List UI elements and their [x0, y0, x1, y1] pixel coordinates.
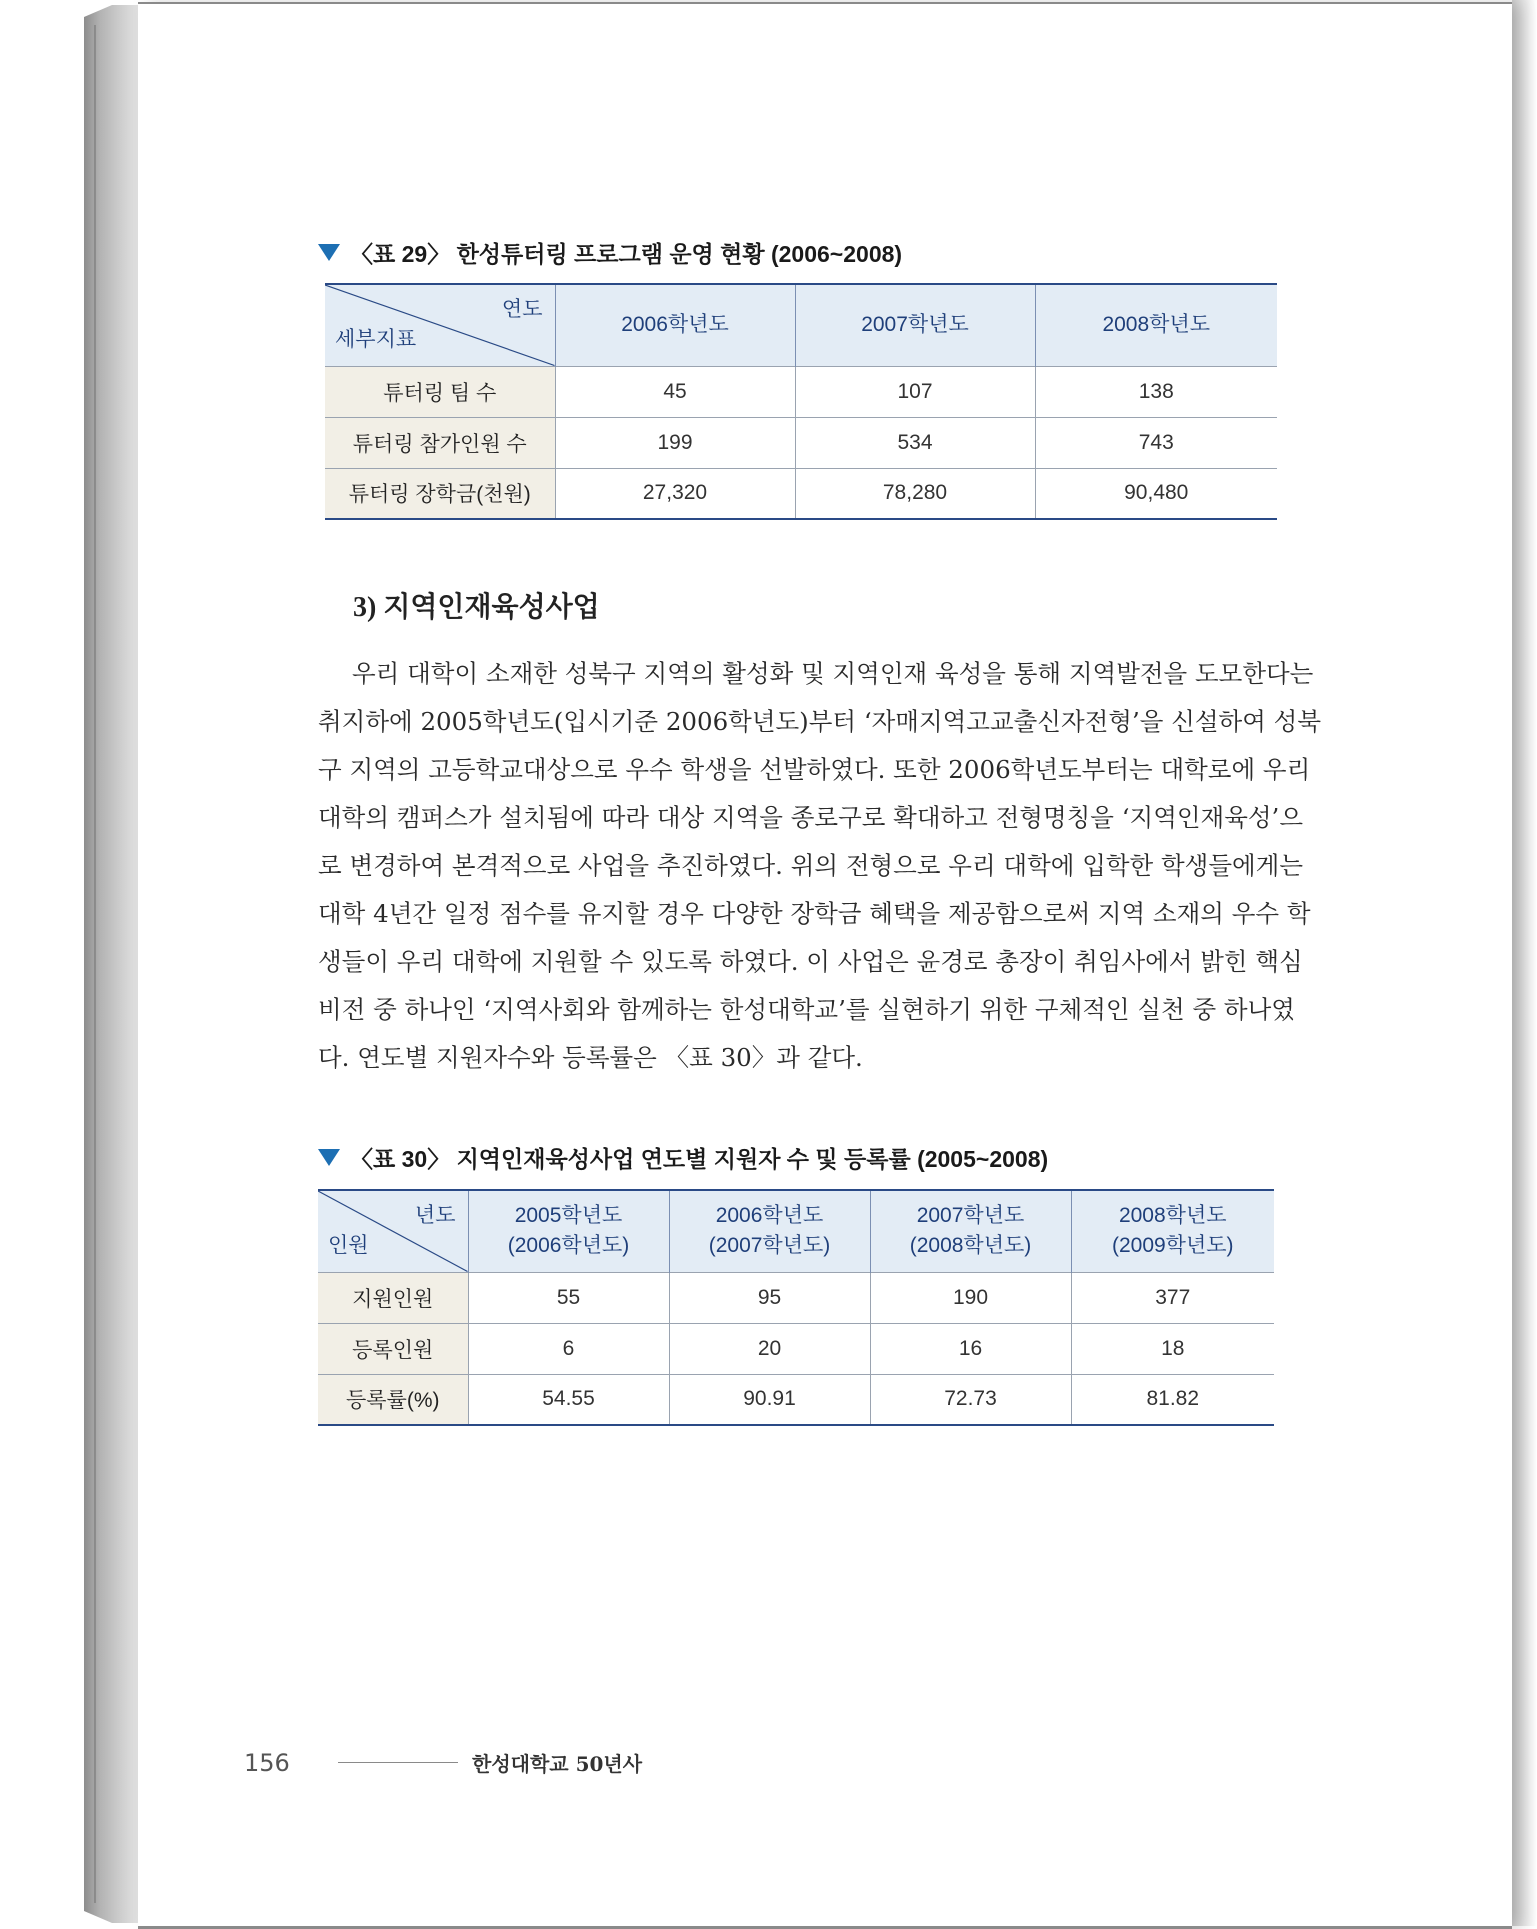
table-cell: 54.55: [468, 1374, 669, 1425]
table-30-corner-cell: [318, 1190, 468, 1272]
triangle-down-icon: [318, 244, 340, 261]
page-number: 156: [244, 1748, 290, 1777]
col-header-line1: 2008학년도: [1118, 1203, 1227, 1227]
body-line: 취지하에 2005학년도(입시기준 2006학년도)부터 ‘자매지역고교출신자전형’을 신설하여 성북: [318, 707, 1322, 736]
table-30-corner-bottom: 인원: [328, 1234, 369, 1258]
table-30-col-header: [468, 1190, 669, 1272]
table-cell: 81.82: [1071, 1374, 1274, 1425]
table-29-header-row: [325, 284, 1277, 366]
table-29-corner-top: 연도: [501, 298, 543, 321]
page-footer: [244, 1748, 642, 1777]
table-cell: 743: [1035, 417, 1277, 468]
col-header-line1: 2006학년도: [715, 1203, 824, 1227]
body-line: 생들이 우리 대학에 지원할 수 있도록 하였다. 이 사업은 윤경로 총장이 취임사에서 밝힌 핵심: [318, 947, 1303, 976]
table-cell: 78,280: [795, 468, 1035, 519]
table-cell: 199: [555, 417, 795, 468]
table-29-col-header: 2006학년도: [555, 284, 795, 366]
table-30-col-header: [1071, 1190, 1274, 1272]
row-label: 튜터링 팀 수: [325, 366, 555, 417]
col-header-line2: (2009학년도): [1111, 1234, 1234, 1258]
table-29-col-header: 2008학년도: [1035, 284, 1277, 366]
table-row: [318, 1374, 1274, 1425]
row-label: 등록률(%): [318, 1374, 468, 1425]
table-30-corner-top: 년도: [414, 1204, 456, 1227]
table-row: [318, 1272, 1274, 1323]
body-line: 다. 연도별 지원자수와 등록률은 〈표 30〉과 같다.: [318, 1043, 863, 1072]
body-line: 대학의 캠퍼스가 설치됨에 따라 대상 지역을 종로구로 확대하고 전형명칭을 ‘지역인재육성’으: [318, 803, 1304, 832]
table-cell: 6: [468, 1323, 669, 1374]
book-title: 한성대학교 50년사: [472, 1752, 643, 1776]
body-line: 우리 대학이 소재한 성북구 지역의 활성화 및 지역인재 육성을 통해 지역발전을 도모한다는: [352, 659, 1314, 688]
table-row: [325, 366, 1277, 417]
table-cell: 20: [669, 1323, 870, 1374]
col-header-line1: 2005학년도: [514, 1203, 623, 1227]
body-line: 로 변경하여 본격적으로 사업을 추진하였다. 위의 전형으로 우리 대학에 입학한 학생들에게는: [318, 851, 1304, 880]
table-30-header-row: [318, 1190, 1274, 1272]
table-cell: 377: [1071, 1272, 1274, 1323]
body-line: 비전 중 하나인 ‘지역사회와 함께하는 한성대학교’를 실현하기 위한 구체적인 실천 중 하나였: [318, 995, 1295, 1024]
table-cell: 18: [1071, 1323, 1274, 1374]
table-row: [325, 468, 1277, 519]
table-row: [318, 1323, 1274, 1374]
table-29-caption: [318, 236, 902, 269]
table-cell: 107: [795, 366, 1035, 417]
table-cell: 138: [1035, 366, 1277, 417]
body-line: 대학 4년간 일정 점수를 유지할 경우 다양한 장학금 혜택을 제공함으로써 지역 소재의 우수 학: [318, 899, 1311, 928]
table-cell: 90.91: [669, 1374, 870, 1425]
table-row: [325, 417, 1277, 468]
table-cell: 534: [795, 417, 1035, 468]
table-cell: 95: [669, 1272, 870, 1323]
table-29-corner-cell: [325, 284, 555, 366]
body-paragraph: [318, 650, 1322, 1082]
table-30-caption: [318, 1141, 1048, 1174]
table-cell: 27,320: [555, 468, 795, 519]
table-30: [318, 1189, 1274, 1426]
row-label: 튜터링 참가인원 수: [325, 417, 555, 468]
table-30-col-header: [870, 1190, 1071, 1272]
footer-divider: [338, 1762, 458, 1763]
table-29-caption-text: 〈표 29〉 한성튜터링 프로그램 운영 현황 (2006~2008): [350, 241, 903, 267]
triangle-down-icon: [318, 1149, 340, 1166]
row-label: 지원인원: [318, 1272, 468, 1323]
col-header-line2: (2006학년도): [507, 1234, 630, 1258]
section-heading: 3) 지역인재육성사업: [353, 592, 600, 623]
table-cell: 16: [870, 1323, 1071, 1374]
row-label: 튜터링 장학금(천원): [325, 468, 555, 519]
table-cell: 45: [555, 366, 795, 417]
table-29-corner-bottom: 세부지표: [335, 328, 417, 352]
page-shadow: [1512, 0, 1537, 1926]
table-30-col-header: [669, 1190, 870, 1272]
table-cell: 55: [468, 1272, 669, 1323]
col-header-line1: 2007학년도: [916, 1203, 1025, 1227]
book-spine-edge: [84, 5, 138, 1923]
table-30-caption-text: 〈표 30〉 지역인재육성사업 연도별 지원자 수 및 등록률 (2005~2008): [350, 1146, 1049, 1172]
row-label: 등록인원: [318, 1323, 468, 1374]
col-header-line2: (2008학년도): [909, 1234, 1032, 1258]
col-header-line2: (2007학년도): [708, 1234, 831, 1258]
table-cell: 72.73: [870, 1374, 1071, 1425]
body-line: 구 지역의 고등학교대상으로 우수 학생을 선발하였다. 또한 2006학년도부터는 대학로에 우리: [318, 755, 1311, 784]
table-cell: 190: [870, 1272, 1071, 1323]
table-29-col-header: 2007학년도: [795, 284, 1035, 366]
table-cell: 90,480: [1035, 468, 1277, 519]
table-29: [325, 283, 1277, 520]
